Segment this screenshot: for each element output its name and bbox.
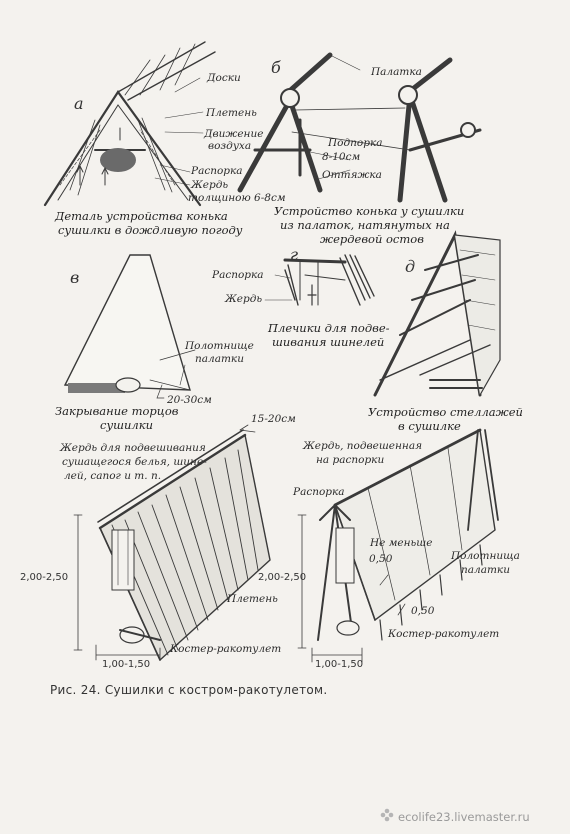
label-cloth-2: палатки xyxy=(195,353,244,365)
label-air-1: Движение xyxy=(204,128,264,140)
caption-d-2: в сушилке xyxy=(398,419,461,433)
label-pole-a-2: толщиною 6-8см xyxy=(188,192,286,204)
label-size-top: 15-20см xyxy=(251,413,296,425)
right-brace: Распорка xyxy=(293,486,345,498)
left-wattle: Плетень xyxy=(227,593,278,605)
label-wattle: Плетень xyxy=(206,107,257,119)
panel-v-drawing xyxy=(65,255,195,398)
panel-a-drawing xyxy=(45,42,215,205)
panel-letter-d: д xyxy=(405,257,416,276)
right-note-1: Жердь, подвешенная xyxy=(303,440,423,452)
left-height: 2,00-2,50 xyxy=(20,572,69,583)
right-cloth-2: палатки xyxy=(461,564,510,576)
caption-b-1: Устройство конька у сушилки xyxy=(274,204,465,218)
caption-b-3: жердевой остов xyxy=(320,232,424,246)
right-cloth-1: Полотнища xyxy=(451,550,520,562)
panel-letter-b: б xyxy=(271,58,281,77)
caption-g-1: Плечики для подве- xyxy=(268,321,390,335)
left-note-3: лей, сапог и т. п. xyxy=(64,470,162,482)
label-brace-a: Распорка xyxy=(191,165,243,177)
left-note-1: Жердь для подвешивания xyxy=(60,442,206,454)
left-width: 1,00-1,50 xyxy=(102,659,151,670)
watermark: ecolife23.livemaster.ru xyxy=(398,810,530,824)
caption-a-1: Деталь устройства конька xyxy=(55,209,228,223)
right-min-2: 0,50 xyxy=(369,553,393,565)
panel-letter-v: в xyxy=(70,268,80,287)
label-pole-g: Жердь xyxy=(225,293,263,305)
caption-g-2: шивания шинелей xyxy=(272,335,385,349)
right-gap: 0,50 xyxy=(411,605,435,617)
label-support: Подпорка xyxy=(328,137,383,149)
label-guy: Оттяжка xyxy=(322,169,382,181)
label-tent: Палатка xyxy=(371,66,422,78)
flower-icon xyxy=(380,808,394,822)
right-min-1: Не меньше xyxy=(370,537,433,549)
panel-g-drawing xyxy=(265,255,374,305)
label-gap-v: 20-30см xyxy=(167,394,212,406)
label-boards: Доски xyxy=(207,72,241,84)
panel-d-drawing xyxy=(375,235,500,395)
caption-v-1: Закрывание торцов xyxy=(55,404,179,418)
figure-caption: Рис. 24. Сушилки с костром-ракотулетом. xyxy=(50,683,328,697)
left-fire: Костер-ракотулет xyxy=(170,643,282,655)
panel-letter-g: г xyxy=(290,245,299,264)
caption-v-2: сушилки xyxy=(100,418,154,432)
right-fire: Костер-ракотулет xyxy=(388,628,500,640)
right-width: 1,00-1,50 xyxy=(315,659,364,670)
caption-d-1: Устройство стеллажей xyxy=(368,405,523,419)
label-support-size: 8-10см xyxy=(322,151,361,163)
caption-b-2: из палаток, натянутых на xyxy=(280,218,450,232)
label-cloth-1: Полотнище xyxy=(185,340,254,352)
label-air-2: воздуха xyxy=(208,140,252,152)
right-height: 2,00-2,50 xyxy=(258,572,307,583)
label-pole-a-1: Жердь xyxy=(191,179,229,191)
label-brace-g: Распорка xyxy=(212,269,264,281)
caption-a-2: сушилки в дождливую погоду xyxy=(58,223,243,237)
panel-letter-a: а xyxy=(74,94,84,113)
left-note-2: сушащегося белья, шине- xyxy=(62,456,207,468)
right-note-2: на распорки xyxy=(316,454,385,466)
